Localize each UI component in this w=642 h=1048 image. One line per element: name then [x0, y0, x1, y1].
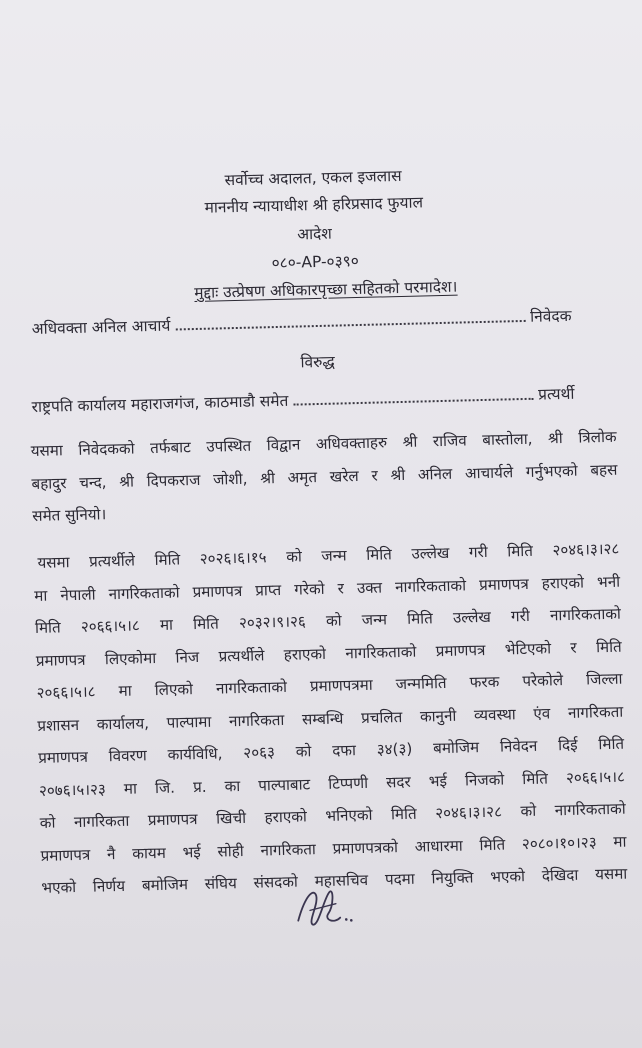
paragraph-line: यसमा निवेदकको तर्फबाट उपस्थित विद्वान अधिवक्ताहरु श्री राजिव बास्तोला, श्री त्रिलोक — [30, 427, 617, 461]
paragraph-line: भएको निर्णय बमोजिम संघिय संसदको महासचिव पदमा नियुक्ति भएको देखिदा यसमा — [41, 864, 628, 897]
paragraph-line: प्रमाणपत्र नै कायम भई सोही नागरिकता प्रमाणपत्रको आधारमा मिति २०८०।१०।२३ मा — [40, 832, 627, 865]
case-number: ०८०-AP-०३९० — [271, 251, 360, 273]
paragraph-line: २०६६।५।८ मा लिएको नागरिकताको प्रमाणपत्रमा जन्ममिति फरक परेकोले जिल्ला — [36, 669, 623, 702]
paragraph-line: समेत सुनियो। — [32, 505, 107, 526]
respondent-role: प्रत्यर्थी — [537, 384, 575, 404]
judge-name: माननीय न्यायाधीश श्री हरिप्रसाद फुयाल — [204, 193, 424, 217]
petitioner-row — [31, 306, 571, 339]
court-name: सर्वोच्च अदालत, एकल इजलास — [224, 166, 402, 190]
respondent-name: राष्ट्रपति कार्यालय महाराजगंज, काठमाडौ समेत — [31, 391, 289, 417]
paragraph-line: को नागरिकता प्रमाणपत्र खिची हराएको भनिएको मिति २०४६।३।२८ को नागरिकताको — [39, 799, 626, 832]
paragraph-line: यसमा प्रत्यर्थीले मिति २०२६।६।१५ को जन्म मिति उल्लेख गरी मिति २०४६।३।२८ — [37, 539, 620, 572]
paragraph-hearing — [30, 421, 618, 533]
case-subject: मुद्दाः उत्प्रेषण अधिकारपृच्छा सहितको परमादेश। — [194, 277, 458, 303]
petitioner-role: निवेदक — [529, 306, 572, 326]
paragraph-line: मा नेपाली नागरिकताको प्रमाणपत्र प्राप्त गरेको र उक्त नागरिकताको प्रमाणपत्र हराएको भनी — [34, 572, 621, 605]
order-heading: आदेश — [296, 224, 333, 244]
paragraph-line: २०७६।५।२३ मा जि. प्र. का पाल्पाबाट टिप्पणी सदर भई निजको मिति २०६६।५।८ — [38, 767, 626, 800]
paragraph-line: प्रमाणपत्र लिएकोमा निज प्रत्यर्थीले हराएको नागरिकताको प्रमाणपत्र भेटिएको र मिति — [35, 637, 622, 670]
versus-label: विरुद्ध — [300, 352, 335, 372]
dotted-leader — [175, 308, 525, 331]
paragraph-line: प्रमाणपत्र विवरण कार्यविधि, २०६३ को दफा ३४(३) बमोजिम निवेदन दिई मिति — [37, 734, 625, 767]
petitioner-name: अधिवक्ता अनिल आचार्य — [31, 316, 171, 338]
handwritten-signature-icon — [289, 879, 360, 941]
respondent-row — [31, 384, 574, 417]
paragraph-facts — [33, 533, 628, 905]
dotted-leader — [293, 386, 533, 406]
paragraph-line: मिति २०६६।५।८ मा मिति २०३२।९।२६ को जन्म मिति उल्लेख गरी नागरिकताको — [34, 604, 622, 637]
paragraph-line: बहादुर चन्द, श्री दिपकराज जोशी, श्री अमृत खरेल र श्री अनिल आचार्यले गर्नुभएको बहस — [31, 460, 618, 493]
paragraph-line: प्रशासन कार्यालय, पाल्पामा नागरिकता सम्बन्धि प्रचलित कानुनी व्यवस्था एंव नागरिकता — [37, 702, 624, 735]
